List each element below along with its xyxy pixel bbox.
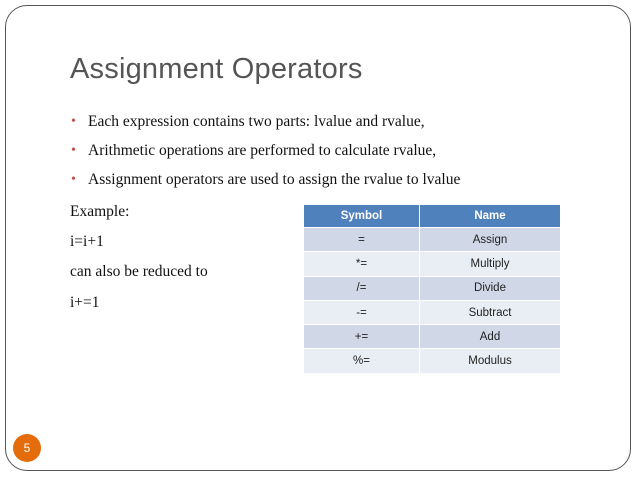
table-row [304,276,560,300]
header-name: Name [420,205,561,228]
cell-symbol: *= [304,252,420,276]
bullet-icon: • [71,114,76,129]
bullet-text: Each expression contains two parts: lvalue and rvalue, [88,113,425,130]
header-symbol: Symbol [304,205,420,228]
cell-symbol: /= [304,276,420,300]
example-label: Example: [70,203,130,220]
slide-title: Assignment Operators [70,53,363,85]
page-number-badge: 5 [13,434,41,462]
bullet-text: Assignment operators are used to assign the rvalue to lvalue [88,171,461,188]
cell-name: Add [420,325,561,349]
bullet-icon: • [71,172,76,187]
cell-name: Multiply [420,252,561,276]
cell-symbol: %= [304,349,420,373]
bullet-text: Arithmetic operations are performed to calculate rvalue, [88,142,437,159]
cell-name: Divide [420,276,561,300]
example-code: i=i+1 [70,233,104,250]
operators-table [304,205,560,373]
cell-symbol: += [304,325,420,349]
bullet-item [70,168,460,197]
table-row [304,300,560,324]
table-row [304,349,560,373]
table-row [304,325,560,349]
table-header-row [304,205,560,228]
bullet-icon: • [71,143,76,158]
bullet-list [70,110,460,197]
cell-name: Subtract [420,300,561,324]
bullet-item [70,110,460,139]
cell-name: Modulus [420,349,561,373]
table-row [304,252,560,276]
cell-symbol: -= [304,300,420,324]
cell-symbol: = [304,228,420,252]
cell-name: Assign [420,228,561,252]
table-row [304,228,560,252]
example-note: can also be reduced to [70,263,208,280]
bullet-item [70,139,460,168]
example-code-short: i+=1 [70,294,100,311]
